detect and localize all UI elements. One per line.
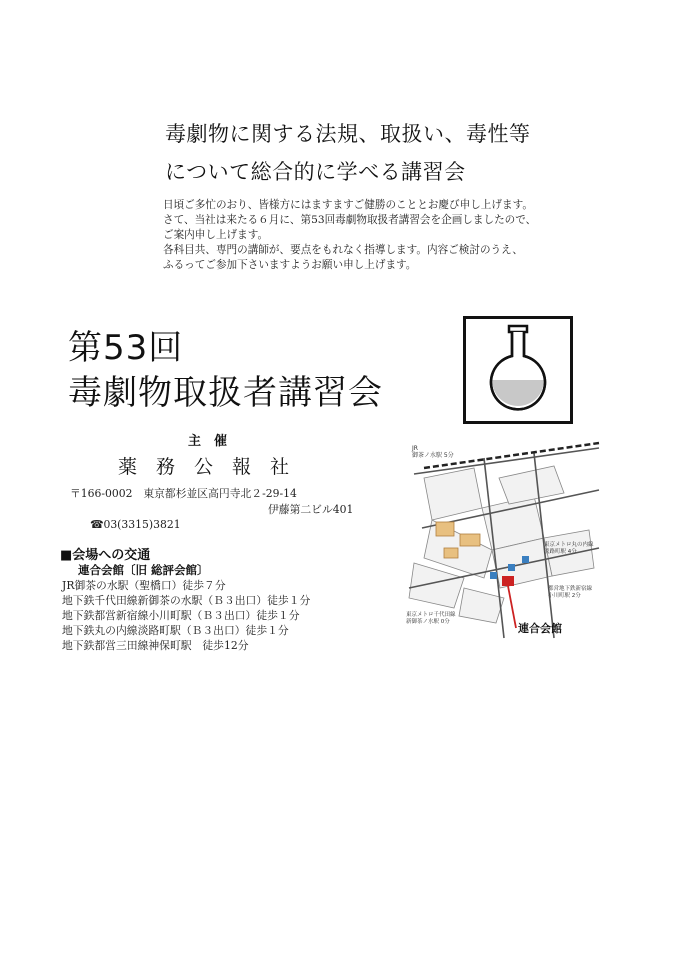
organizer-address: 〒166-0002 東京都杉並区高円寺北２-29-14 <box>70 487 297 500</box>
map-venue-label: 連合会館 <box>518 622 562 635</box>
map-station-jr: JR 御茶ノ水駅 5分 <box>412 445 454 459</box>
access-route: 地下鉄都営新宿線小川町駅（Ｂ３出口）徒歩１分 <box>62 609 300 622</box>
venue-map <box>404 438 604 644</box>
heading-line-1: 毒劇物に関する法規、取扱い、毒性等 <box>165 122 531 146</box>
access-heading: ■会場への交通 <box>60 548 151 563</box>
heading-line-2: について総合的に学べる講習会 <box>165 160 466 184</box>
intro-paragraph <box>163 198 536 273</box>
access-route-list <box>62 578 310 653</box>
access-route: 地下鉄都営三田線神保町駅 徒歩12分 <box>62 639 249 652</box>
venue-name: 連合会館〔旧 総評会館〕 <box>78 563 209 577</box>
intro-line: 各科目共、専門の講師が、要点をもれなく指導します。内容ご検討のうえ、 <box>163 244 523 256</box>
organizer-building: 伊藤第二ビル401 <box>268 503 354 516</box>
organizer-phone: ☎03(3315)3821 <box>90 518 181 531</box>
intro-line: さて、当社は来たる６月に、第53回毒劇物取扱者講習会を企画しましたので、 <box>163 214 537 226</box>
map-station-marunouchi: 東京メトロ丸の内線淡路町駅 4分 <box>544 542 594 555</box>
organizer-name: 薬 務 公 報 社 <box>118 456 290 478</box>
access-route: 地下鉄丸の内線淡路町駅（Ｂ３出口）徒歩１分 <box>62 624 289 637</box>
venue-marker <box>502 576 514 586</box>
intro-line: 日頃ご多忙のおり、皆様方にはますますご健勝のこととお慶び申し上げます。 <box>163 199 533 211</box>
event-title: 毒劇物取扱者講習会 <box>68 373 383 413</box>
flask-icon <box>463 316 573 424</box>
organizer-label: 主 催 <box>188 434 228 449</box>
map-station-toei: 都営地下鉄新宿線小川町駅 2分 <box>548 586 593 599</box>
access-route: 地下鉄千代田線新御茶の水駅（Ｂ３出口）徒歩１分 <box>62 594 311 607</box>
intro-line: ご案内申し上げます。 <box>163 229 269 241</box>
event-number: 第53回 <box>68 328 184 368</box>
intro-line: ふるってご参加下さいますようお願い申し上げます。 <box>163 259 417 271</box>
access-route: JR御茶の水駅（聖橋口）徒歩７分 <box>62 579 226 592</box>
map-station-chiyoda: 東京メトロ千代田線新御茶ノ水駅 0分 <box>406 612 456 625</box>
